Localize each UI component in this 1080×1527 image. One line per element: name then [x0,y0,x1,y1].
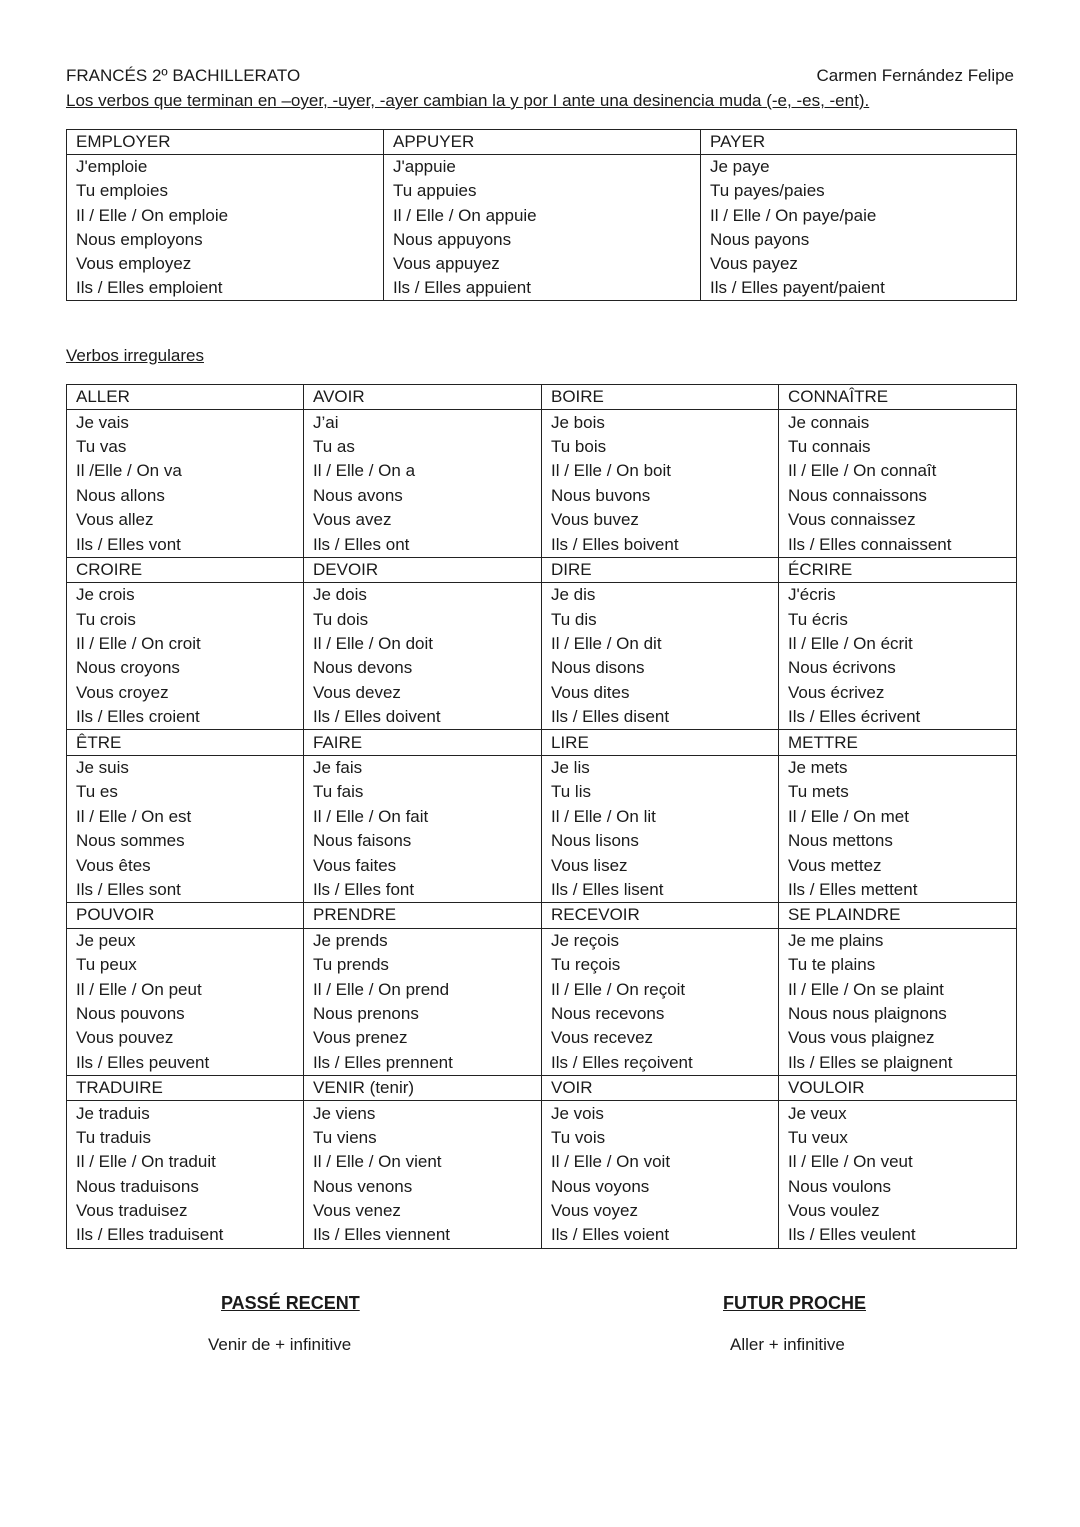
conjugation-cell: Je viens [304,1101,542,1126]
conjugation-cell: Nous traduisons [67,1175,304,1199]
conjugation-cell: Nous voulons [779,1175,1017,1199]
conjugation-cell: Il / Elle / On dit [542,632,779,656]
conjugation-cell: Il / Elle / On paye/paie [701,204,1017,228]
conjugation-cell: Je traduis [67,1101,304,1126]
conjugation-cell: Je suis [67,755,304,780]
verb-header: SE PLAINDRE [779,903,1017,928]
verb-header: TRADUIRE [67,1075,304,1100]
conjugation-cell: Nous avons [304,484,542,508]
conjugation-cell: Ils / Elles viennent [304,1223,542,1248]
verb-header: VOULOIR [779,1075,1017,1100]
conjugation-cell: Tu crois [67,608,304,632]
conjugation-cell: Il / Elle / On emploie [67,204,384,228]
conjugation-cell: Je mets [779,755,1017,780]
verb-header: POUVOIR [67,903,304,928]
conjugation-cell: Nous voyons [542,1175,779,1199]
verb-header: DIRE [542,557,779,582]
conjugation-row [67,977,1017,1001]
conjugation-cell: Il / Elle / On doit [304,632,542,656]
conjugation-cell: J'écris [779,583,1017,608]
conjugation-cell: Nous croyons [67,656,304,680]
verb-header: LIRE [542,730,779,755]
conjugation-row [67,155,1017,180]
conjugation-cell: J'emploie [67,155,384,180]
conjugation-row [67,705,1017,730]
conjugation-cell: Ils / Elles vont [67,532,304,557]
conjugation-row [67,928,1017,953]
conjugation-cell: Ils / Elles payent/paient [701,276,1017,301]
conjugation-cell: Ils / Elles connaissent [779,532,1017,557]
conjugation-cell: Nous prenons [304,1002,542,1026]
conjugation-cell: Je crois [67,583,304,608]
conjugation-cell: Ils / Elles mettent [779,878,1017,903]
conjugation-row [67,484,1017,508]
conjugation-row [67,953,1017,977]
conjugation-row [67,780,1017,804]
conjugation-cell: Vous devez [304,681,542,705]
conjugation-row [67,228,1017,252]
conjugation-cell: Nous disons [542,656,779,680]
verb-header: METTRE [779,730,1017,755]
conjugation-cell: Je dis [542,583,779,608]
conjugation-cell: Vous traduisez [67,1199,304,1223]
conjugation-cell: Ils / Elles reçoivent [542,1051,779,1076]
conjugation-row [67,853,1017,877]
conjugation-cell: Tu connais [779,435,1017,459]
conjugation-row [67,1199,1017,1223]
conjugation-cell: Vous recevez [542,1026,779,1050]
conjugation-cell: Nous employons [67,228,384,252]
conjugation-cell: Il / Elle / On voit [542,1150,779,1174]
conjugation-cell: Ils / Elles doivent [304,705,542,730]
conjugation-cell: Tu emploies [67,179,384,203]
passe-recent-rule: Venir de + infinitive [208,1335,352,1354]
conjugation-cell: Il / Elle / On croit [67,632,304,656]
regular-verbs-table [66,129,1017,301]
conjugation-row [67,1026,1017,1050]
verb-header: ALLER [67,385,304,410]
conjugation-row [67,1175,1017,1199]
conjugation-cell: Je vais [67,410,304,435]
conjugation-cell: Vous vous plaignez [779,1026,1017,1050]
conjugation-row [67,755,1017,780]
conjugation-cell: Tu prends [304,953,542,977]
conjugation-cell: Je peux [67,928,304,953]
conjugation-cell: Tu peux [67,953,304,977]
conjugation-cell: Tu appuies [384,179,701,203]
verb-header: VOIR [542,1075,779,1100]
conjugation-row [67,435,1017,459]
conjugation-cell: Je lis [542,755,779,780]
conjugation-cell: Je veux [779,1101,1017,1126]
conjugation-cell: Tu dis [542,608,779,632]
conjugation-cell: Tu lis [542,780,779,804]
verb-header-row [67,903,1017,928]
conjugation-cell: Tu traduis [67,1126,304,1150]
conjugation-cell: Nous recevons [542,1002,779,1026]
conjugation-cell: Il / Elle / On prend [304,977,542,1001]
conjugation-cell: Tu vas [67,435,304,459]
verb-header: APPUYER [384,130,701,155]
course-title: FRANCÉS 2º BACHILLERATO [66,66,301,85]
verb-header: PRENDRE [304,903,542,928]
conjugation-row [67,204,1017,228]
conjugation-row [67,583,1017,608]
conjugation-cell: Il / Elle / On traduit [67,1150,304,1174]
conjugation-row [67,1126,1017,1150]
verb-header: ÉCRIRE [779,557,1017,582]
conjugation-cell: Tu te plains [779,953,1017,977]
conjugation-row [67,276,1017,301]
verb-header-row [67,557,1017,582]
conjugation-cell: Vous mettez [779,853,1017,877]
conjugation-cell: Vous voyez [542,1199,779,1223]
intro-rule: Los verbos que terminan en –oyer, -uyer, -ayer cambian la y por I ante una desinencia muda (-e, -es, -ent). [66,91,870,110]
verb-header: CROIRE [67,557,304,582]
conjugation-row [67,656,1017,680]
conjugation-cell: Il / Elle / On boit [542,459,779,483]
conjugation-cell: Vous appuyez [384,252,701,276]
conjugation-cell: Je reçois [542,928,779,953]
conjugation-cell: Je paye [701,155,1017,180]
conjugation-cell: Vous croyez [67,681,304,705]
conjugation-cell: Tu as [304,435,542,459]
irregular-verbs-table [66,384,1017,1249]
conjugation-cell: Vous prenez [304,1026,542,1050]
verb-header: FAIRE [304,730,542,755]
verb-header-row [67,1075,1017,1100]
conjugation-cell: Vous êtes [67,853,304,877]
conjugation-row [67,805,1017,829]
conjugation-cell: Ils / Elles ont [304,532,542,557]
conjugation-cell: Je bois [542,410,779,435]
conjugation-cell: Nous nous plaignons [779,1002,1017,1026]
conjugation-row [67,410,1017,435]
conjugation-cell: Tu veux [779,1126,1017,1150]
conjugation-row [67,681,1017,705]
conjugation-cell: Vous connaissez [779,508,1017,532]
conjugation-cell: Il / Elle / On a [304,459,542,483]
conjugation-cell: Ils / Elles font [304,878,542,903]
conjugation-cell: Tu payes/paies [701,179,1017,203]
conjugation-cell: Vous avez [304,508,542,532]
conjugation-cell: Je prends [304,928,542,953]
conjugation-cell: Ils / Elles voient [542,1223,779,1248]
conjugation-cell: Vous venez [304,1199,542,1223]
conjugation-cell: J'appuie [384,155,701,180]
conjugation-row [67,508,1017,532]
conjugation-cell: Nous buvons [542,484,779,508]
conjugation-cell: Il / Elle / On appuie [384,204,701,228]
passe-recent-title: PASSÉ RECENT [221,1293,360,1313]
conjugation-row [67,829,1017,853]
conjugation-cell: Je dois [304,583,542,608]
conjugation-cell: Je vois [542,1101,779,1126]
conjugation-row [67,252,1017,276]
conjugation-row [67,632,1017,656]
conjugation-cell: Ils / Elles traduisent [67,1223,304,1248]
conjugation-cell: Nous appuyons [384,228,701,252]
irregular-verbs-title: Verbos irregulares [66,346,204,365]
conjugation-cell: Vous employez [67,252,384,276]
conjugation-cell: Vous dites [542,681,779,705]
conjugation-cell: Vous buvez [542,508,779,532]
conjugation-cell: Vous voulez [779,1199,1017,1223]
conjugation-cell: Tu mets [779,780,1017,804]
conjugation-cell: Nous faisons [304,829,542,853]
verb-header: EMPLOYER [67,130,384,155]
conjugation-cell: Nous sommes [67,829,304,853]
conjugation-cell: Il / Elle / On met [779,805,1017,829]
conjugation-cell: Tu es [67,780,304,804]
conjugation-cell: Je me plains [779,928,1017,953]
verb-header: PAYER [701,130,1017,155]
conjugation-cell: J’ai [304,410,542,435]
conjugation-cell: Ils / Elles croient [67,705,304,730]
conjugation-cell: Tu viens [304,1126,542,1150]
conjugation-row [67,608,1017,632]
verb-header-row [67,130,1017,155]
verb-header-row [67,385,1017,410]
conjugation-cell: Il / Elle / On lit [542,805,779,829]
conjugation-cell: Je fais [304,755,542,780]
conjugation-cell: Il /Elle / On va [67,459,304,483]
conjugation-cell: Nous pouvons [67,1002,304,1026]
verb-header: ÊTRE [67,730,304,755]
conjugation-cell: Nous payons [701,228,1017,252]
conjugation-row [67,459,1017,483]
author-name: Carmen Fernández Felipe [816,66,1014,85]
conjugation-cell: Nous lisons [542,829,779,853]
verb-header: AVOIR [304,385,542,410]
conjugation-cell: Tu reçois [542,953,779,977]
conjugation-row [67,1223,1017,1248]
conjugation-row [67,1002,1017,1026]
conjugation-cell: Il / Elle / On fait [304,805,542,829]
conjugation-cell: Vous payez [701,252,1017,276]
conjugation-row [67,532,1017,557]
conjugation-row [67,179,1017,203]
conjugation-cell: Ils / Elles sont [67,878,304,903]
conjugation-cell: Tu dois [304,608,542,632]
conjugation-row [67,1150,1017,1174]
conjugation-cell: Je connais [779,410,1017,435]
conjugation-cell: Tu vois [542,1126,779,1150]
conjugation-cell: Il / Elle / On se plaint [779,977,1017,1001]
conjugation-cell: Vous écrivez [779,681,1017,705]
conjugation-cell: Vous lisez [542,853,779,877]
conjugation-cell: Il / Elle / On est [67,805,304,829]
conjugation-cell: Ils / Elles lisent [542,878,779,903]
conjugation-cell: Nous venons [304,1175,542,1199]
conjugation-cell: Ils / Elles appuient [384,276,701,301]
conjugation-cell: Ils / Elles disent [542,705,779,730]
conjugation-cell: Nous mettons [779,829,1017,853]
conjugation-cell: Ils / Elles peuvent [67,1051,304,1076]
conjugation-cell: Vous faites [304,853,542,877]
conjugation-cell: Tu écris [779,608,1017,632]
conjugation-row [67,1051,1017,1076]
conjugation-cell: Il / Elle / On veut [779,1150,1017,1174]
conjugation-cell: Ils / Elles veulent [779,1223,1017,1248]
conjugation-cell: Il / Elle / On connaît [779,459,1017,483]
conjugation-row [67,1101,1017,1126]
conjugation-cell: Nous connaissons [779,484,1017,508]
conjugation-cell: Nous allons [67,484,304,508]
conjugation-cell: Vous pouvez [67,1026,304,1050]
conjugation-cell: Ils / Elles se plaignent [779,1051,1017,1076]
conjugation-cell: Il / Elle / On vient [304,1150,542,1174]
verb-header: DEVOIR [304,557,542,582]
verb-header: VENIR (tenir) [304,1075,542,1100]
conjugation-cell: Il / Elle / On écrit [779,632,1017,656]
conjugation-cell: Nous écrivons [779,656,1017,680]
futur-proche-title: FUTUR PROCHE [723,1293,866,1313]
verb-header: BOIRE [542,385,779,410]
conjugation-cell: Ils / Elles boivent [542,532,779,557]
verb-header-row [67,730,1017,755]
conjugation-cell: Ils / Elles emploient [67,276,384,301]
conjugation-cell: Vous allez [67,508,304,532]
conjugation-cell: Nous devons [304,656,542,680]
conjugation-cell: Il / Elle / On reçoit [542,977,779,1001]
conjugation-cell: Il / Elle / On peut [67,977,304,1001]
verb-header: CONNAÎTRE [779,385,1017,410]
conjugation-row [67,878,1017,903]
conjugation-cell: Ils / Elles écrivent [779,705,1017,730]
conjugation-cell: Tu fais [304,780,542,804]
conjugation-cell: Tu bois [542,435,779,459]
conjugation-cell: Ils / Elles prennent [304,1051,542,1076]
futur-proche-rule: Aller + infinitive [730,1335,845,1354]
verb-header: RECEVOIR [542,903,779,928]
